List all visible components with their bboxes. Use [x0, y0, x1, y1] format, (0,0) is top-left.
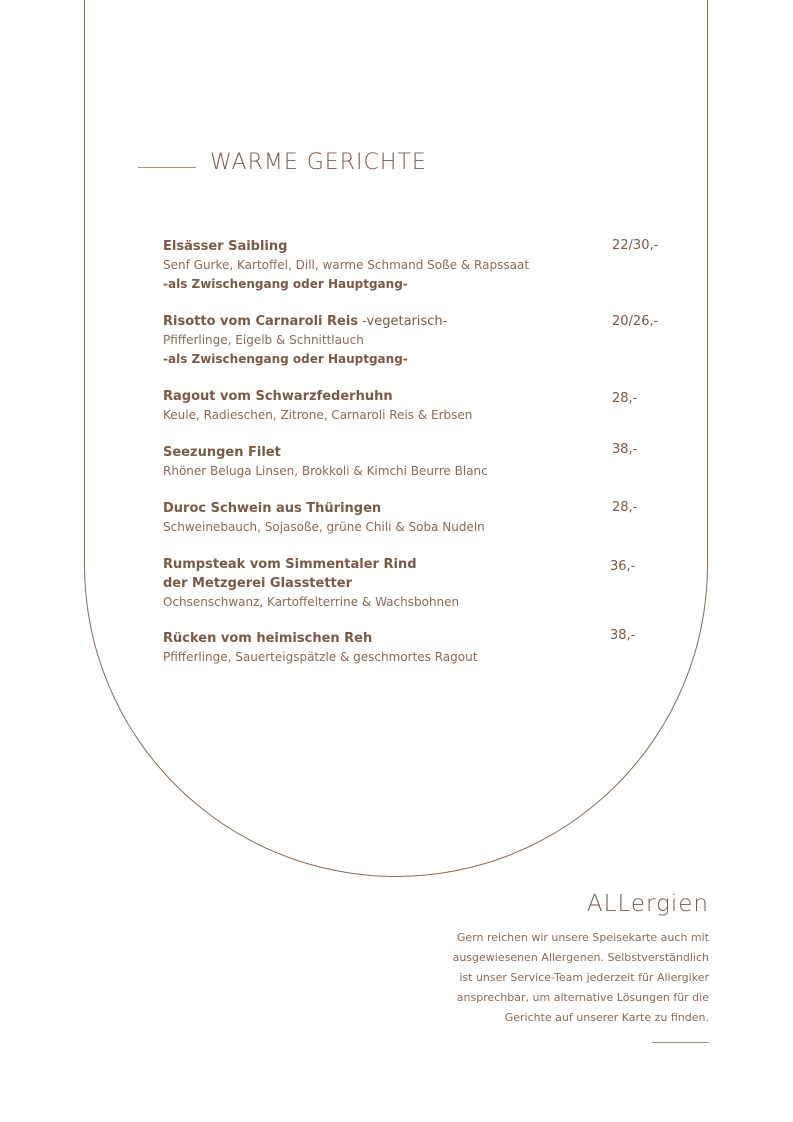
allergy-text	[440, 928, 709, 1028]
section-rule	[138, 167, 196, 168]
allergy-line: ist unser Service-Team jederzeit für Allergiker	[459, 971, 709, 984]
dish-description: Schweinebauch, Sojasoße, grüne Chili & Soba Nudeln	[163, 520, 485, 534]
dish-item	[163, 443, 683, 481]
dish-description: Pfifferlinge, Sauerteigspätzle & geschmortes Ragout	[163, 650, 478, 664]
dish-price: 22/30,-	[612, 238, 659, 253]
allergy-line: ausgewiesenen Allergenen. Selbstverständlich	[452, 951, 709, 964]
allergy-line: Gern reichen wir unsere Speisekarte auch mit	[456, 931, 709, 944]
dish-item	[163, 312, 683, 369]
allergy-line: Gerichte auf unserer Karte zu finden.	[504, 1011, 709, 1024]
dish-description: Senf Gurke, Kartoffel, Dill, warme Schmand Soße & Rapssaat	[163, 258, 530, 272]
dish-name: Duroc Schwein aus Thüringen	[163, 501, 382, 516]
dish-price: 28,-	[612, 391, 638, 406]
dish-price: 20/26,-	[612, 314, 659, 329]
dish-description: Pfifferlinge, Eigelb & Schnittlauch	[163, 333, 364, 347]
dish-item	[163, 555, 683, 612]
dish-price: 28,-	[612, 500, 638, 515]
dish-name: Risotto vom Carnaroli Reis -vegetarisch-	[163, 314, 448, 329]
section-title: WARME GERICHTE	[210, 150, 427, 175]
dish-name: Ragout vom Schwarzfederhuhn	[163, 389, 393, 404]
dish-price: 38,-	[612, 442, 638, 457]
arch-frame	[84, 0, 708, 877]
dish-note: -als Zwischengang oder Hauptgang-	[163, 277, 408, 291]
dish-item	[163, 237, 683, 294]
dish-note: -als Zwischengang oder Hauptgang-	[163, 352, 408, 366]
dish-price: 38,-	[610, 628, 636, 643]
dish-name: Rücken vom heimischen Reh	[163, 631, 373, 646]
dish-item	[163, 387, 683, 425]
dish-description: Keule, Radieschen, Zitrone, Carnaroli Reis & Erbsen	[163, 408, 473, 422]
dish-name: Rumpsteak vom Simmentaler Rind	[163, 557, 417, 572]
dish-name: Elsässer Saibling	[163, 239, 288, 254]
dish-price: 36,-	[610, 559, 636, 574]
dish-item	[163, 499, 683, 537]
dish-description: Rhöner Beluga Linsen, Brokkoli & Kimchi Beurre Blanc	[163, 464, 488, 478]
dish-name: Seezungen Filet	[163, 445, 281, 460]
dish-name-line2: der Metzgerei Glasstetter	[163, 576, 352, 591]
allergy-rule	[652, 1042, 709, 1043]
allergy-title: ALLergien	[586, 891, 709, 917]
allergy-line: ansprechbar, um alternative Lösungen für die	[456, 991, 709, 1004]
dish-description: Ochsenschwanz, Kartoffelterrine & Wachsbohnen	[163, 595, 460, 609]
dish-item	[163, 629, 683, 667]
